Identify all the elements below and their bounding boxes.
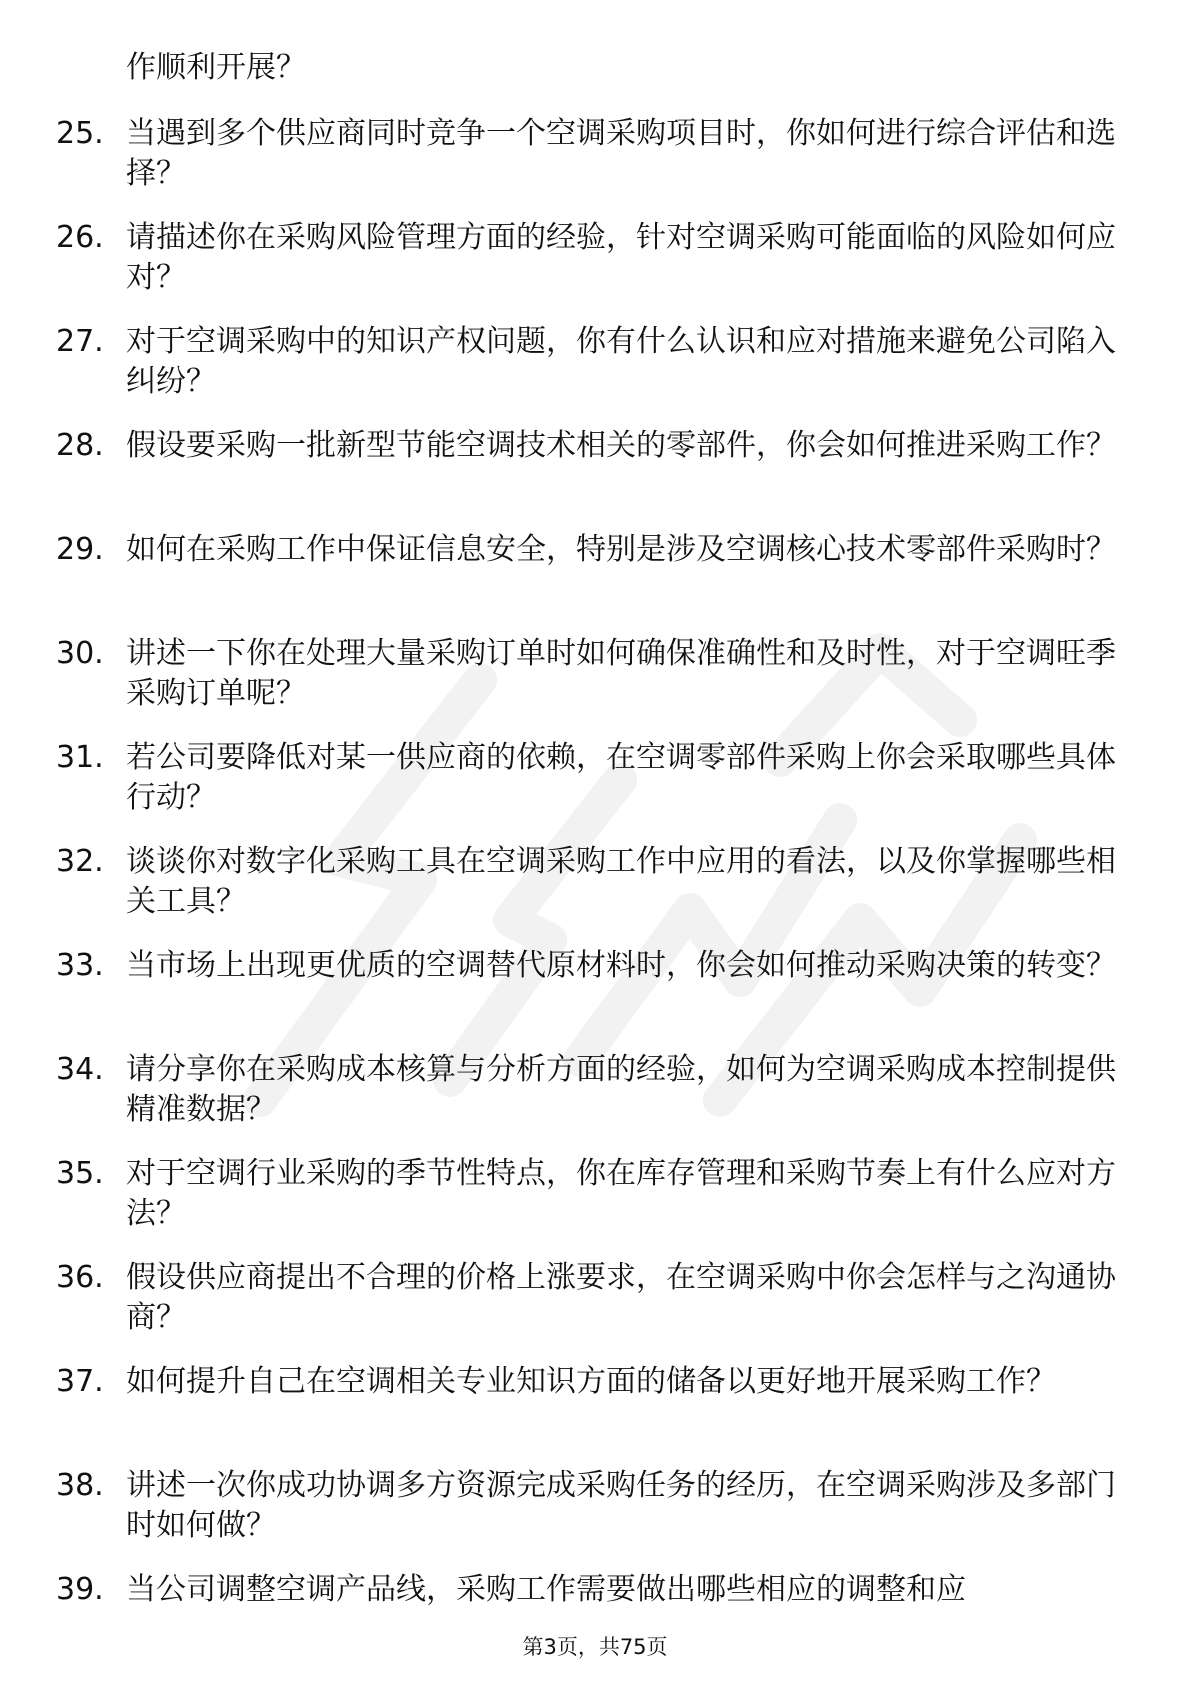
question-item — [56, 738, 1116, 842]
question-number: 34. — [56, 1052, 104, 1087]
question-text: 讲述一次你成功协调多方资源完成采购任务的经历，在空调采购涉及多部门时如何做？ — [126, 1468, 1116, 1543]
question-text: 请分享你在采购成本核算与分析方面的经验，如何为空调采购成本控制提供精准数据？ — [126, 1052, 1116, 1127]
question-item — [56, 1466, 1116, 1570]
question-text: 假设要采购一批新型节能空调技术相关的零部件，你会如何推进采购工作？ — [126, 428, 1116, 463]
question-text: 讲述一下你在处理大量采购订单时如何确保准确性和及时性，对于空调旺季采购订单呢？ — [126, 636, 1116, 711]
question-item — [56, 1050, 1116, 1154]
question-number: 26. — [56, 220, 104, 255]
question-number: 33. — [56, 948, 104, 983]
continuation-text: 作顺利开展？ — [126, 50, 306, 85]
question-number: 27. — [56, 324, 104, 359]
question-item — [56, 322, 1116, 426]
question-number: 37. — [56, 1364, 104, 1399]
question-item — [56, 426, 1116, 530]
question-text: 请描述你在采购风险管理方面的经验，针对空调采购可能面临的风险如何应对？ — [126, 220, 1116, 295]
question-item — [56, 842, 1116, 946]
question-item — [56, 1258, 1116, 1362]
question-number: 25. — [56, 116, 104, 151]
question-item — [56, 218, 1116, 322]
question-text: 当遇到多个供应商同时竞争一个空调采购项目时，你如何进行综合评估和选择？ — [126, 116, 1116, 191]
question-text: 谈谈你对数字化采购工具在空调采购工作中应用的看法，以及你掌握哪些相关工具？ — [126, 844, 1116, 919]
question-text: 若公司要降低对某一供应商的依赖，在空调零部件采购上你会采取哪些具体行动？ — [126, 740, 1116, 815]
question-item — [56, 1362, 1116, 1466]
question-number: 28. — [56, 428, 104, 463]
question-number: 39. — [56, 1572, 104, 1607]
question-item — [56, 114, 1116, 218]
question-text: 如何在采购工作中保证信息安全，特别是涉及空调核心技术零部件采购时？ — [126, 532, 1116, 567]
question-text: 对于空调采购中的知识产权问题，你有什么认识和应对措施来避免公司陷入纠纷？ — [126, 324, 1116, 399]
question-number: 31. — [56, 740, 104, 775]
question-text: 如何提升自己在空调相关专业知识方面的储备以更好地开展采购工作？ — [126, 1364, 1056, 1399]
question-number: 36. — [56, 1260, 104, 1295]
question-number: 29. — [56, 532, 104, 567]
question-item — [56, 530, 1116, 634]
question-text: 假设供应商提出不合理的价格上涨要求，在空调采购中你会怎样与之沟通协商？ — [126, 1260, 1116, 1335]
question-number: 30. — [56, 636, 104, 671]
page-footer: 第3页，共75页 — [522, 1635, 668, 1659]
question-item — [56, 946, 1116, 1050]
question-text: 当公司调整空调产品线，采购工作需要做出哪些相应的调整和应 — [126, 1572, 966, 1607]
question-text: 当市场上出现更优质的空调替代原材料时，你会如何推动采购决策的转变？ — [126, 948, 1116, 983]
question-item — [56, 634, 1116, 738]
question-number: 38. — [56, 1468, 104, 1503]
question-list — [56, 114, 1116, 1674]
question-item — [56, 1154, 1116, 1258]
question-number: 35. — [56, 1156, 104, 1191]
question-number: 32. — [56, 844, 104, 879]
question-text: 对于空调行业采购的季节性特点，你在库存管理和采购节奏上有什么应对方法？ — [126, 1156, 1116, 1231]
